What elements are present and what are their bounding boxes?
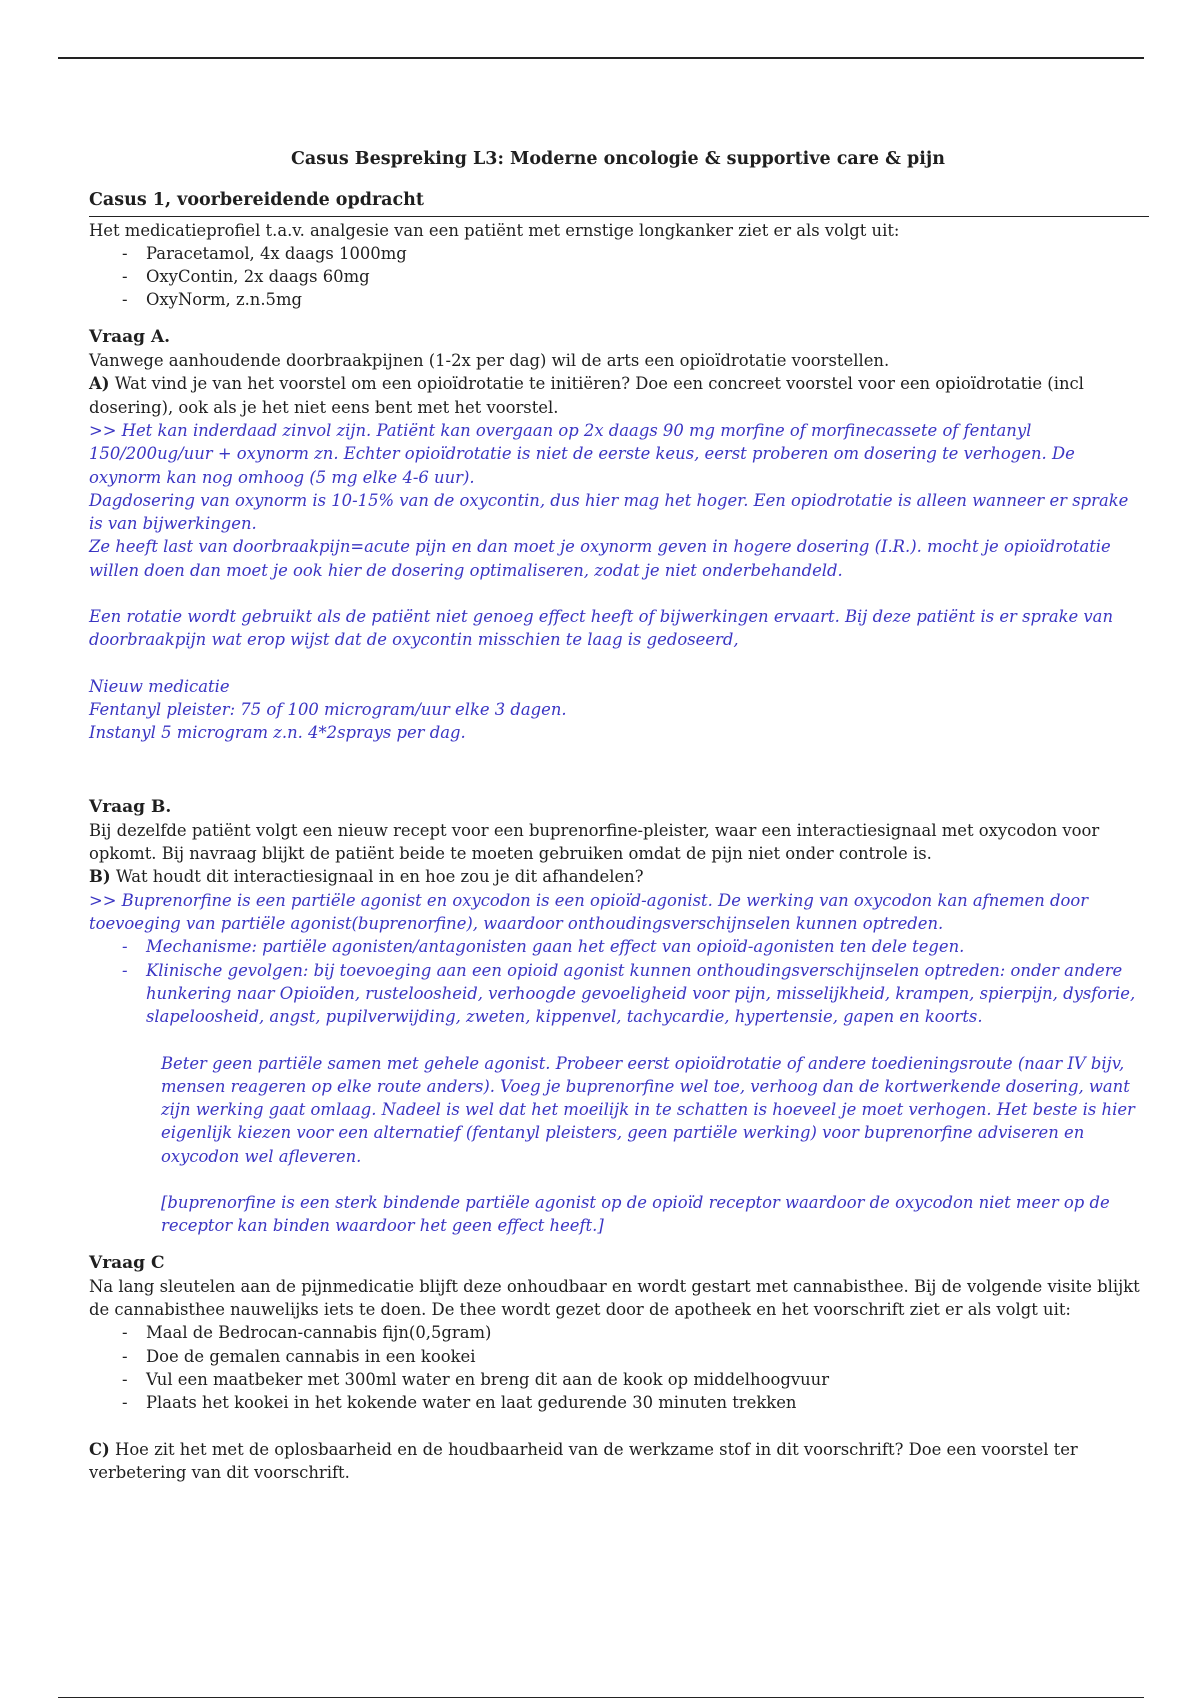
list-item: - Paracetamol, 4x daags 1000mg: [122, 242, 1147, 265]
list-item: - Plaats het kookei in het kokende water en laat gedurende 30 minuten trekken: [122, 1391, 1147, 1414]
new-medication-heading: Nieuw medicatie: [89, 676, 230, 696]
document-body: [89, 140, 1147, 1484]
vraag-a-heading: Vraag A.: [89, 326, 171, 347]
list-item: - OxyContin, 2x daags 60mg: [122, 265, 1147, 288]
question-text: Hoe zit het met de oplosbaarheid en de houdbaarheid van de werkzame stof in dit voorschrift? Doe een voorstel ter verbetering van dit voorschrift.: [89, 1439, 1078, 1482]
question-text: Wat vind je van het voorstel om een opioïdrotatie te initiëren? Doe een concreet voorstel voor een opioïdrotatie (incl dosering), ook als je het niet eens bent met het voorstel.: [89, 374, 1084, 417]
vraag-b-answer-1: >> Buprenorfine is een partiële agonist en oxycodon is een opioïd-agonist. De werking van oxycodon kan afnemen door toevoeging van partiële agonist(buprenorfine), waardoor onthoudingsverschijnselen kunnen optreden.: [89, 890, 1089, 934]
question-label: B): [89, 867, 111, 887]
question-label: A): [89, 374, 110, 394]
question-text: Wat houdt dit interactiesignaal in en hoe zou je dit afhandelen?: [110, 867, 644, 887]
top-rule: [58, 57, 1144, 59]
vraag-b-heading: Vraag B.: [89, 796, 172, 817]
vraag-b-answer-3: [buprenorfine is een sterk bindende partiële agonist op de opioïd receptor waardoor de oxycodon niet meer op de receptor kan binden waardoor het geen effect heeft.]: [161, 1192, 1110, 1236]
vraag-b-answer-2: Beter geen partiële samen met gehele agonist. Probeer eerst opioïdrotatie of andere toedieningsroute (naar IV bijv, mensen reageren op elke route anders). Voeg je buprenorfine wel toe, verhoog dan de kortwerkende dosering, want zijn werking gaat omlaag. Nadeel is wel dat het moeilijk in te schatten is hoeveel je moet verhogen. Het beste is hier eigenlijk kiezen voor een alternatief (fentanyl pleisters, geen partiële werking) voor buprenorfine adviseren en oxycodon wel afleveren.: [161, 1053, 1135, 1166]
list-item: - Klinische gevolgen: bij toevoeging aan een opioid agonist kunnen onthoudingsverschijnselen optreden: onder andere hunkering naar Opioïden, rusteloosheid, verhoogde gevoeligheid voor pijn, misselijkheid, krampen, spierpijn, dysforie, slapeloosheid, angst, pupilverwijding, zweten, kippenvel, tachycardie, hypertensie, gapen en koorts.: [122, 959, 1147, 1029]
vraag-a-answer-2: Dagdosering van oxynorm is 10-15% van de oxycontin, dus hier mag het hoger. Een opiodrotatie is alleen wanneer er sprake is van bijwerkingen.: [89, 490, 1129, 534]
recipe-steps: [89, 1321, 1147, 1414]
vraag-b-context: Bij dezelfde patiënt volgt een nieuw recept voor een buprenorfine-pleister, waar een interactiesignaal met oxycodon voor opkomt. Bij navraag blijkt de patiënt beide te moeten gebruiken omdat de pijn niet onder controle is.: [89, 820, 1100, 864]
vraag-a-question: [89, 372, 1147, 419]
page-title: Casus Bespreking L3: Moderne oncologie & supportive care & pijn: [291, 149, 945, 169]
list-item: - Doe de gemalen cannabis in een kookei: [122, 1345, 1147, 1368]
vraag-a-answer-1: >> Het kan inderdaad zinvol zijn. Patiënt kan overgaan op 2x daags 90 mg morfine of morfinecassete of fentanyl 150/200ug/uur + oxynorm zn. Echter opioïdrotatie is niet de eerste keus, eerst proberen om dosering te verhogen. De oxynorm kan nog omhoog (5 mg elke 4-6 uur).: [89, 420, 1075, 487]
new-medication-line: Instanyl 5 microgram z.n. 4*2sprays per dag.: [89, 723, 466, 743]
vraag-c-question: [89, 1438, 1147, 1485]
vraag-a-answer-3: Ze heeft last van doorbraakpijn=acute pijn en dan moet je oxynorm geven in hogere dosering (I.R.). mocht je opioïdrotatie willen doen dan moet je ook hier de dosering optimaliseren, zodat je niet onderbehandeld.: [89, 537, 1111, 580]
casus-heading: Casus 1, voorbereidende opdracht: [89, 189, 1149, 216]
interaction-list: [89, 935, 1147, 1028]
vraag-a-answer-4: Een rotatie wordt gebruikt als de patiënt niet genoeg effect heeft of bijwerkingen ervaart. Bij deze patiënt is er sprake van doorbraakpijn wat erop wijst dat de oxycontin misschien te laag is gedoseerd,: [89, 607, 1114, 650]
list-item: - Maal de Bedrocan-cannabis fijn(0,5gram): [122, 1321, 1147, 1344]
casus-intro: Het medicatieprofiel t.a.v. analgesie van een patiënt met ernstige longkanker ziet er als volgt uit:: [89, 220, 900, 240]
question-label: C): [89, 1439, 110, 1459]
new-medication-line: Fentanyl pleister: 75 of 100 microgram/uur elke 3 dagen.: [89, 699, 567, 719]
vraag-c-context: Na lang sleutelen aan de pijnmedicatie blijft deze onhoudbaar en wordt gestart met cannabisthee. Bij de volgende visite blijkt de cannabisthee nauwelijks iets te doen. De thee wordt gezet door de apotheek en het voorschrift ziet er als volgt uit:: [89, 1276, 1140, 1320]
vraag-b-question: [89, 865, 1147, 888]
list-item: - OxyNorm, z.n.5mg: [122, 288, 1147, 311]
medication-list: [89, 242, 1147, 312]
bottom-rule: [58, 1697, 1144, 1698]
vraag-c-heading: Vraag C: [89, 1252, 165, 1273]
list-item: - Vul een maatbeker met 300ml water en breng dit aan de kook op middelhoogvuur: [122, 1368, 1147, 1391]
list-item: - Mechanisme: partiële agonisten/antagonisten gaan het effect van opioïd-agonisten ten dele tegen.: [122, 935, 1147, 958]
vraag-a-context: Vanwege aanhoudende doorbraakpijnen (1-2x per dag) wil de arts een opioïdrotatie voorstellen.: [89, 351, 890, 371]
